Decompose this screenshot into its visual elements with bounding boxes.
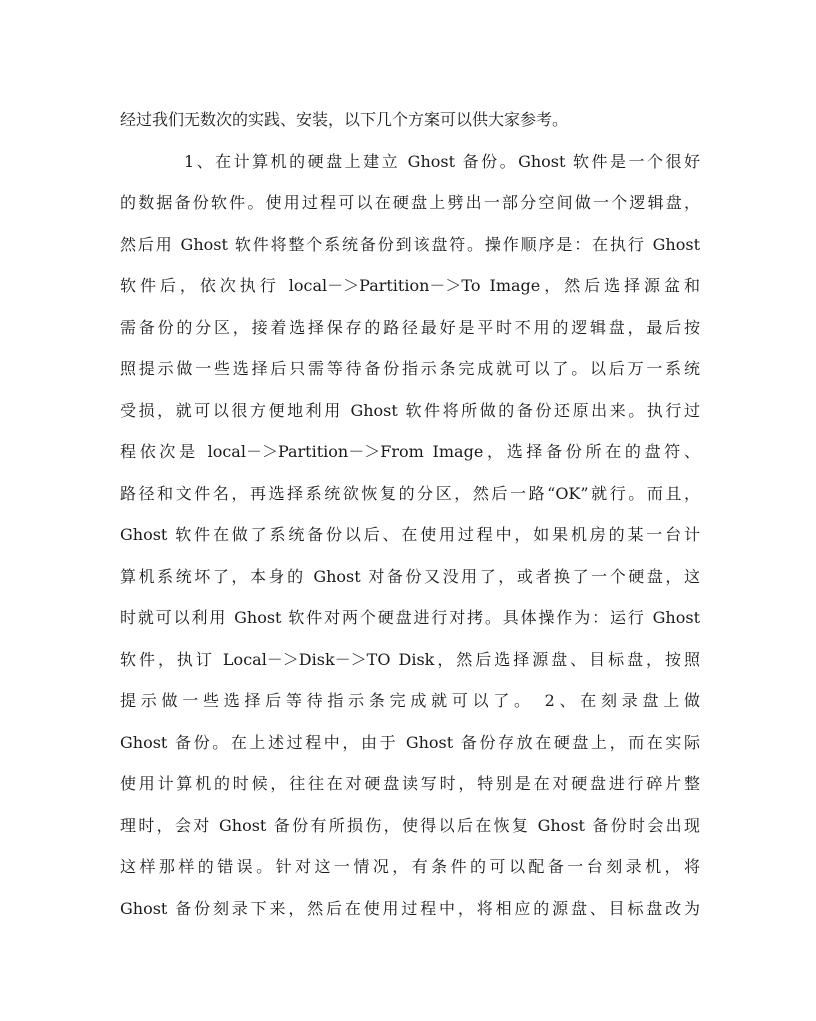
text-line: 然后用 Ghost 软件将整个系统备份到该盘符。操作顺序是：在执行 Ghost [120, 234, 700, 254]
text-line: 这样那样的错误。针对这一情况，有条件的可以配备一台刻录机，将 [120, 857, 700, 876]
text-line: 软件后，依次执行 local－＞Partition－＞To Image，然后选择源盆和 [120, 276, 700, 295]
text-line: 使用计算机的时候，往往在对硬盘读写时，特别是在对硬盘进行碎片整 [120, 774, 700, 793]
text-line: Ghost 备份刻录下来，然后在使用过程中，将相应的源盘、目标盘改为 [120, 898, 700, 918]
text-line: 的数据备份软件。使用过程可以在硬盘上劈出一部分空间做一个逻辑盘， [120, 193, 700, 212]
text-line: 程依次是 local－＞Partition－＞From Image，选择备份所在的盘符、 [120, 442, 700, 461]
body-text [120, 99, 700, 929]
text-line: 提示做一些选择后等待指示条完成就可以了。 2、在刻录盘上做 [120, 691, 700, 710]
text-line: 算机系统坏了，本身的 Ghost 对备份又没用了，或者换了一个硬盘，这 [120, 566, 700, 586]
text-line: 照提示做一些选择后只需等待备份指示条完成就可以了。以后万一系统 [120, 359, 700, 378]
text-line: 时就可以利用 Ghost 软件对两个硬盘进行对拷。具体操作为：运行 Ghost [120, 608, 700, 627]
text-line: 理时，会对 Ghost 备份有所损伤，使得以后在恢复 Ghost 备份时会出现 [120, 815, 700, 835]
text-line: 软件，执订 Local－＞Disk－＞TO Disk，然后选择源盘、目标盘，按照 [120, 649, 700, 669]
text-line: 需备份的分区，接着选择保存的路径最好是平时不用的逻辑盘，最后按 [120, 317, 700, 337]
text-line: 受损，就可以很方便地利用 Ghost 软件将所做的备份还原出来。执行过 [120, 400, 700, 420]
text-line: Ghost 备份。在上述过程中，由于 Ghost 备份存放在硬盘上，而在实际 [120, 732, 700, 752]
text-line: 1、在计算机的硬盘上建立 Ghost 备份。Ghost 软件是一个很好 [184, 151, 700, 171]
text-line: Ghost 软件在做了系统备份以后、在使用过程中，如果机房的某一台计 [120, 525, 700, 544]
text-line: 经过我们无数次的实践、安装，以下几个方案可以供大家参考。 [120, 110, 569, 129]
text-line: 路径和文件名，再选择系统欲恢复的分区，然后一路“OK”就行。而且， [120, 483, 700, 503]
